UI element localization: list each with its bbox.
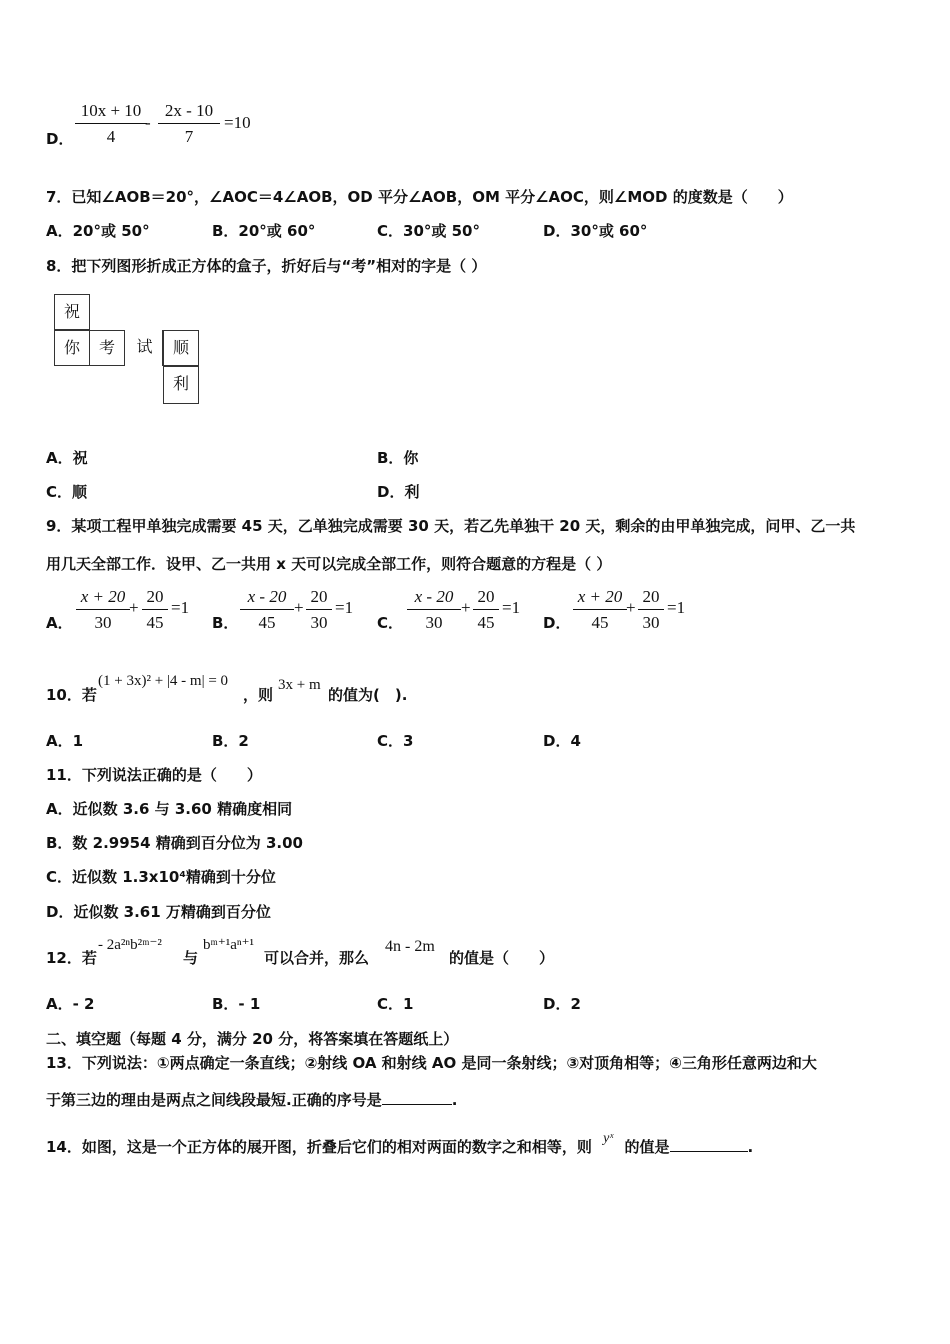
q9-b-denominator-1: 45	[258, 613, 276, 632]
q10-option-d: D．4	[543, 732, 581, 750]
q11-option-b: B．数 2.9954 精确到百分位为 3.00	[46, 834, 303, 852]
q9-d-plus: +	[626, 598, 636, 617]
q9-d-numerator-2: 20	[638, 587, 664, 610]
q8-option-d: D．利	[377, 483, 420, 501]
q9-c-rhs: =1	[502, 598, 521, 617]
q9-c-label: C．	[377, 614, 404, 632]
q6-d-numerator-2: 2x - 10	[158, 101, 220, 124]
q9-stem-line-1: 9．某项工程甲单独完成需要 45 天，乙单独完成需要 30 天，若乙先单独干 20 天，剩余的由甲单独完成，问甲、乙一共	[46, 517, 856, 535]
q8-option-c: C．顺	[46, 483, 88, 501]
q10-middle: ，则	[243, 686, 274, 704]
q7-option-c: C．30°或 50°	[377, 222, 480, 240]
q8-stem: 8．把下列图形折成正方体的盒子，折好后与“考”相对的字是（ ）	[46, 257, 487, 275]
q6-d-denominator-2: 7	[184, 127, 194, 146]
q9-d-label: D．	[543, 614, 571, 632]
net-cell-shi: 试	[127, 330, 163, 366]
q14-prefix: 14．如图，这是一个正方体的展开图，折叠后它们的相对两面的数字之和相等，则	[46, 1138, 592, 1156]
net-cell-zhu: 祝	[54, 294, 90, 330]
q9-a-label: A．	[46, 614, 73, 632]
q9-a-fraction-2	[142, 587, 168, 633]
q9-b-numerator-1: x - 20	[240, 587, 294, 610]
q11-option-d: D．近似数 3.61 万精确到百分位	[46, 903, 271, 921]
q9-c-fraction-1	[407, 587, 461, 633]
q9-b-fraction-1	[240, 587, 294, 633]
q9-c-denominator-1: 30	[425, 613, 443, 632]
q9-d-denominator-1: 45	[591, 613, 609, 632]
q7-stem: 7．已知∠AOB＝20°，∠AOC＝4∠AOB，OD 平分∠AOB，OM 平分∠AOC，则∠MOD 的度数是（ ）	[46, 188, 793, 206]
q10-prefix: 10．若	[46, 686, 97, 704]
q11-stem: 11．下列说法正确的是（ ）	[46, 766, 262, 784]
q9-c-plus: +	[461, 598, 471, 617]
q9-a-denominator-1: 30	[94, 613, 112, 632]
q9-d-numerator-1: x + 20	[573, 587, 627, 610]
q11-option-c: C．近似数 1.3x10⁴精确到十分位	[46, 868, 276, 886]
q14-expression: yˣ	[603, 1131, 614, 1146]
q10-option-b: B．2	[212, 732, 249, 750]
q9-c-numerator-1: x - 20	[407, 587, 461, 610]
q9-d-fraction-1	[573, 587, 627, 633]
q12-expression: 4n - 2m	[385, 938, 435, 955]
q6-d-rhs: =10	[224, 113, 251, 132]
q14-suffix: 的值是	[624, 1138, 670, 1156]
q9-a-numerator-2: 20	[142, 587, 168, 610]
q8-option-b: B．你	[377, 449, 419, 467]
q10-option-a: A．1	[46, 732, 84, 750]
q9-stem-line-2: 用几天全部工作．设甲、乙一共用 x 天可以完成全部工作，则符合题意的方程是（ ）	[46, 555, 612, 573]
q10-suffix: 的值为( ).	[328, 686, 408, 704]
q6-d-numerator-1: 10x + 10	[75, 101, 147, 124]
q8-option-a: A．祝	[46, 449, 88, 467]
q9-d-rhs: =1	[667, 598, 686, 617]
q12-option-a: A．- 2	[46, 995, 95, 1013]
q9-a-rhs: =1	[171, 598, 190, 617]
net-cell-shun: 顺	[163, 330, 199, 366]
q14-line	[46, 1131, 754, 1157]
q9-a-plus: +	[129, 598, 139, 617]
net-cell-li: 利	[163, 366, 199, 404]
q13-line-1: 13．下列说法：①两点确定一条直线；②射线 OA 和射线 AO 是同一条射线；③对顶角相等；④三角形任意两边和大	[46, 1054, 817, 1072]
q11-option-a: A．近似数 3.6 与 3.60 精确度相同	[46, 800, 293, 818]
q12-option-d: D．2	[543, 995, 581, 1013]
q9-c-fraction-2	[473, 587, 499, 633]
q6-d-label: D．	[46, 130, 74, 148]
q9-c-numerator-2: 20	[473, 587, 499, 610]
q9-c-denominator-2: 45	[477, 613, 495, 632]
q9-b-label: B．	[212, 614, 239, 632]
net-cell-kao: 考	[89, 330, 125, 366]
q10-option-c: C．3	[377, 732, 414, 750]
q9-a-fraction-1	[76, 587, 130, 633]
q13-line-2-text: 于第三边的理由是两点之间线段最短.正确的序号是	[46, 1091, 382, 1109]
section-2-heading: 二、填空题（每题 4 分，满分 20 分，将答案填在答题纸上）	[46, 1030, 459, 1048]
q7-option-b: B．20°或 60°	[212, 222, 316, 240]
q12-suffix: 的值是（ ）	[449, 949, 555, 967]
q12-middle: 可以合并，那么	[264, 949, 370, 967]
q6-d-fraction-2	[158, 101, 220, 147]
net-cell-ni: 你	[54, 330, 90, 366]
q13-end: .	[451, 1091, 458, 1109]
q12-term-2: bᵐ⁺¹aⁿ⁺¹	[203, 937, 255, 953]
q10-equation: (1 + 3x)² + |4 - m| = 0	[98, 673, 229, 689]
q9-b-rhs: =1	[335, 598, 354, 617]
q9-b-numerator-2: 20	[306, 587, 332, 610]
q12-with: 与	[183, 949, 199, 967]
q12-option-b: B．- 1	[212, 995, 261, 1013]
q13-answer-blank[interactable]	[382, 1090, 452, 1105]
q12-term-1: - 2a²ⁿb²ᵐ⁻²	[98, 937, 162, 953]
q9-b-plus: +	[294, 598, 304, 617]
q10-expression: 3x + m	[278, 677, 321, 693]
q6-d-fraction-1	[75, 101, 147, 147]
q9-d-denominator-2: 30	[642, 613, 660, 632]
q14-end: .	[747, 1138, 754, 1156]
q6-d-minus: -	[145, 113, 151, 132]
q6-d-denominator-1: 4	[106, 127, 116, 146]
q9-b-denominator-2: 30	[310, 613, 328, 632]
q7-option-a: A．20°或 50°	[46, 222, 150, 240]
q9-a-denominator-2: 45	[146, 613, 164, 632]
q7-option-d: D．30°或 60°	[543, 222, 648, 240]
q9-b-fraction-2	[306, 587, 332, 633]
q9-a-numerator-1: x + 20	[76, 587, 130, 610]
q14-answer-blank[interactable]	[670, 1137, 748, 1152]
q12-prefix: 12．若	[46, 949, 97, 967]
q12-option-c: C．1	[377, 995, 414, 1013]
q9-d-fraction-2	[638, 587, 664, 633]
q13-line-2	[46, 1089, 457, 1110]
